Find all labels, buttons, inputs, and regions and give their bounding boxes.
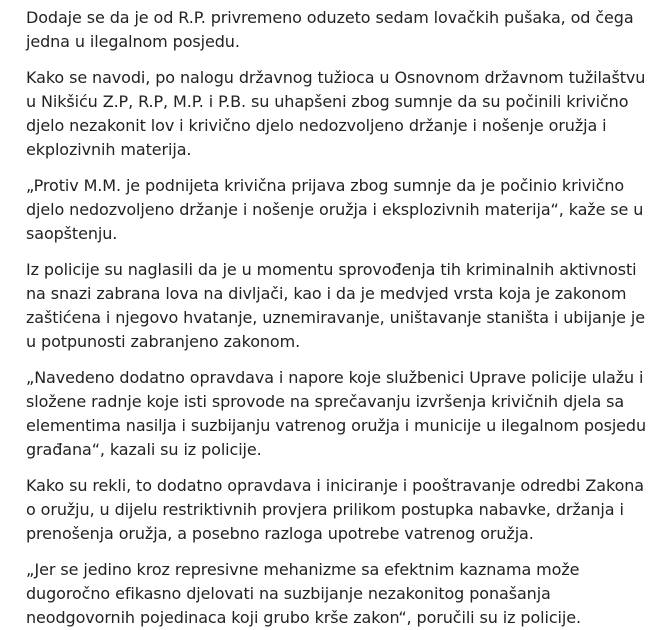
paragraph-7: „Jer se jedino kroz represivne mehanizme sa efektnim kaznama može dugoročno efikasno djelovati na suzbijanje nezakonitog ponašanja neodgovornih pojedinaca koji grubo krše zakon“, poručili su iz policije. — [26, 560, 581, 627]
paragraph-2: Kako se navodi, po nalogu državnog tužioca u Osnovnom državnom tužilaštvu u Nikšiću Z.P, R.P, M.P. i P.B. su uhapšeni zbog sumnje da su počinili krivično djelo nezakonit lov i krivično djelo nedozvoljeno držanje i nošenje oružja i ekplozivnih materija. — [26, 68, 646, 159]
paragraph-6: Kako su rekli, to dodatno opravdava i iniciranje i pooštravanje odredbi Zakona o oružju, u dijelu restriktivnih provjera prilikom postupka nabavke, držanja i prenošenja oružja, a posebno razloga upotrebe vatrenog oružja. — [26, 476, 645, 543]
paragraph-1: Dodaje se da je od R.P. privremeno oduzeto sedam lovačkih pušaka, od čega jedna u ilegalnom posjedu. — [26, 8, 634, 51]
paragraph-4: Iz policije su naglasili da je u momentu sprovođenja tih kriminalnih aktivnosti na snazi zabrana lova na divljači, kao i da je medvjed vrsta koja je zakonom zaštićena i njegovo hvatanje, uznemiravanje, uništavanje staništa i ubijanje je u potpunosti zabranjeno zakonom. — [26, 260, 645, 351]
paragraph-5: „Navedeno dodatno opravdava i napore koje službenici Uprave policije ulažu i složene radnje koje isti sprovode na sprečavanju izvršenja krivičnih djela sa elementima nasilja i suzbijanju vatrenog oružja i municije u ilegalnom posjedu građana“, kazali su iz policije. — [26, 368, 647, 459]
paragraph-3: „Protiv M.M. je podnijeta krivična prijava zbog sumnje da je počinio krivično djelo nedozvoljeno držanje i nošenje oružja i eksplozivnih materija“, kaže se u saopštenju. — [26, 176, 644, 243]
